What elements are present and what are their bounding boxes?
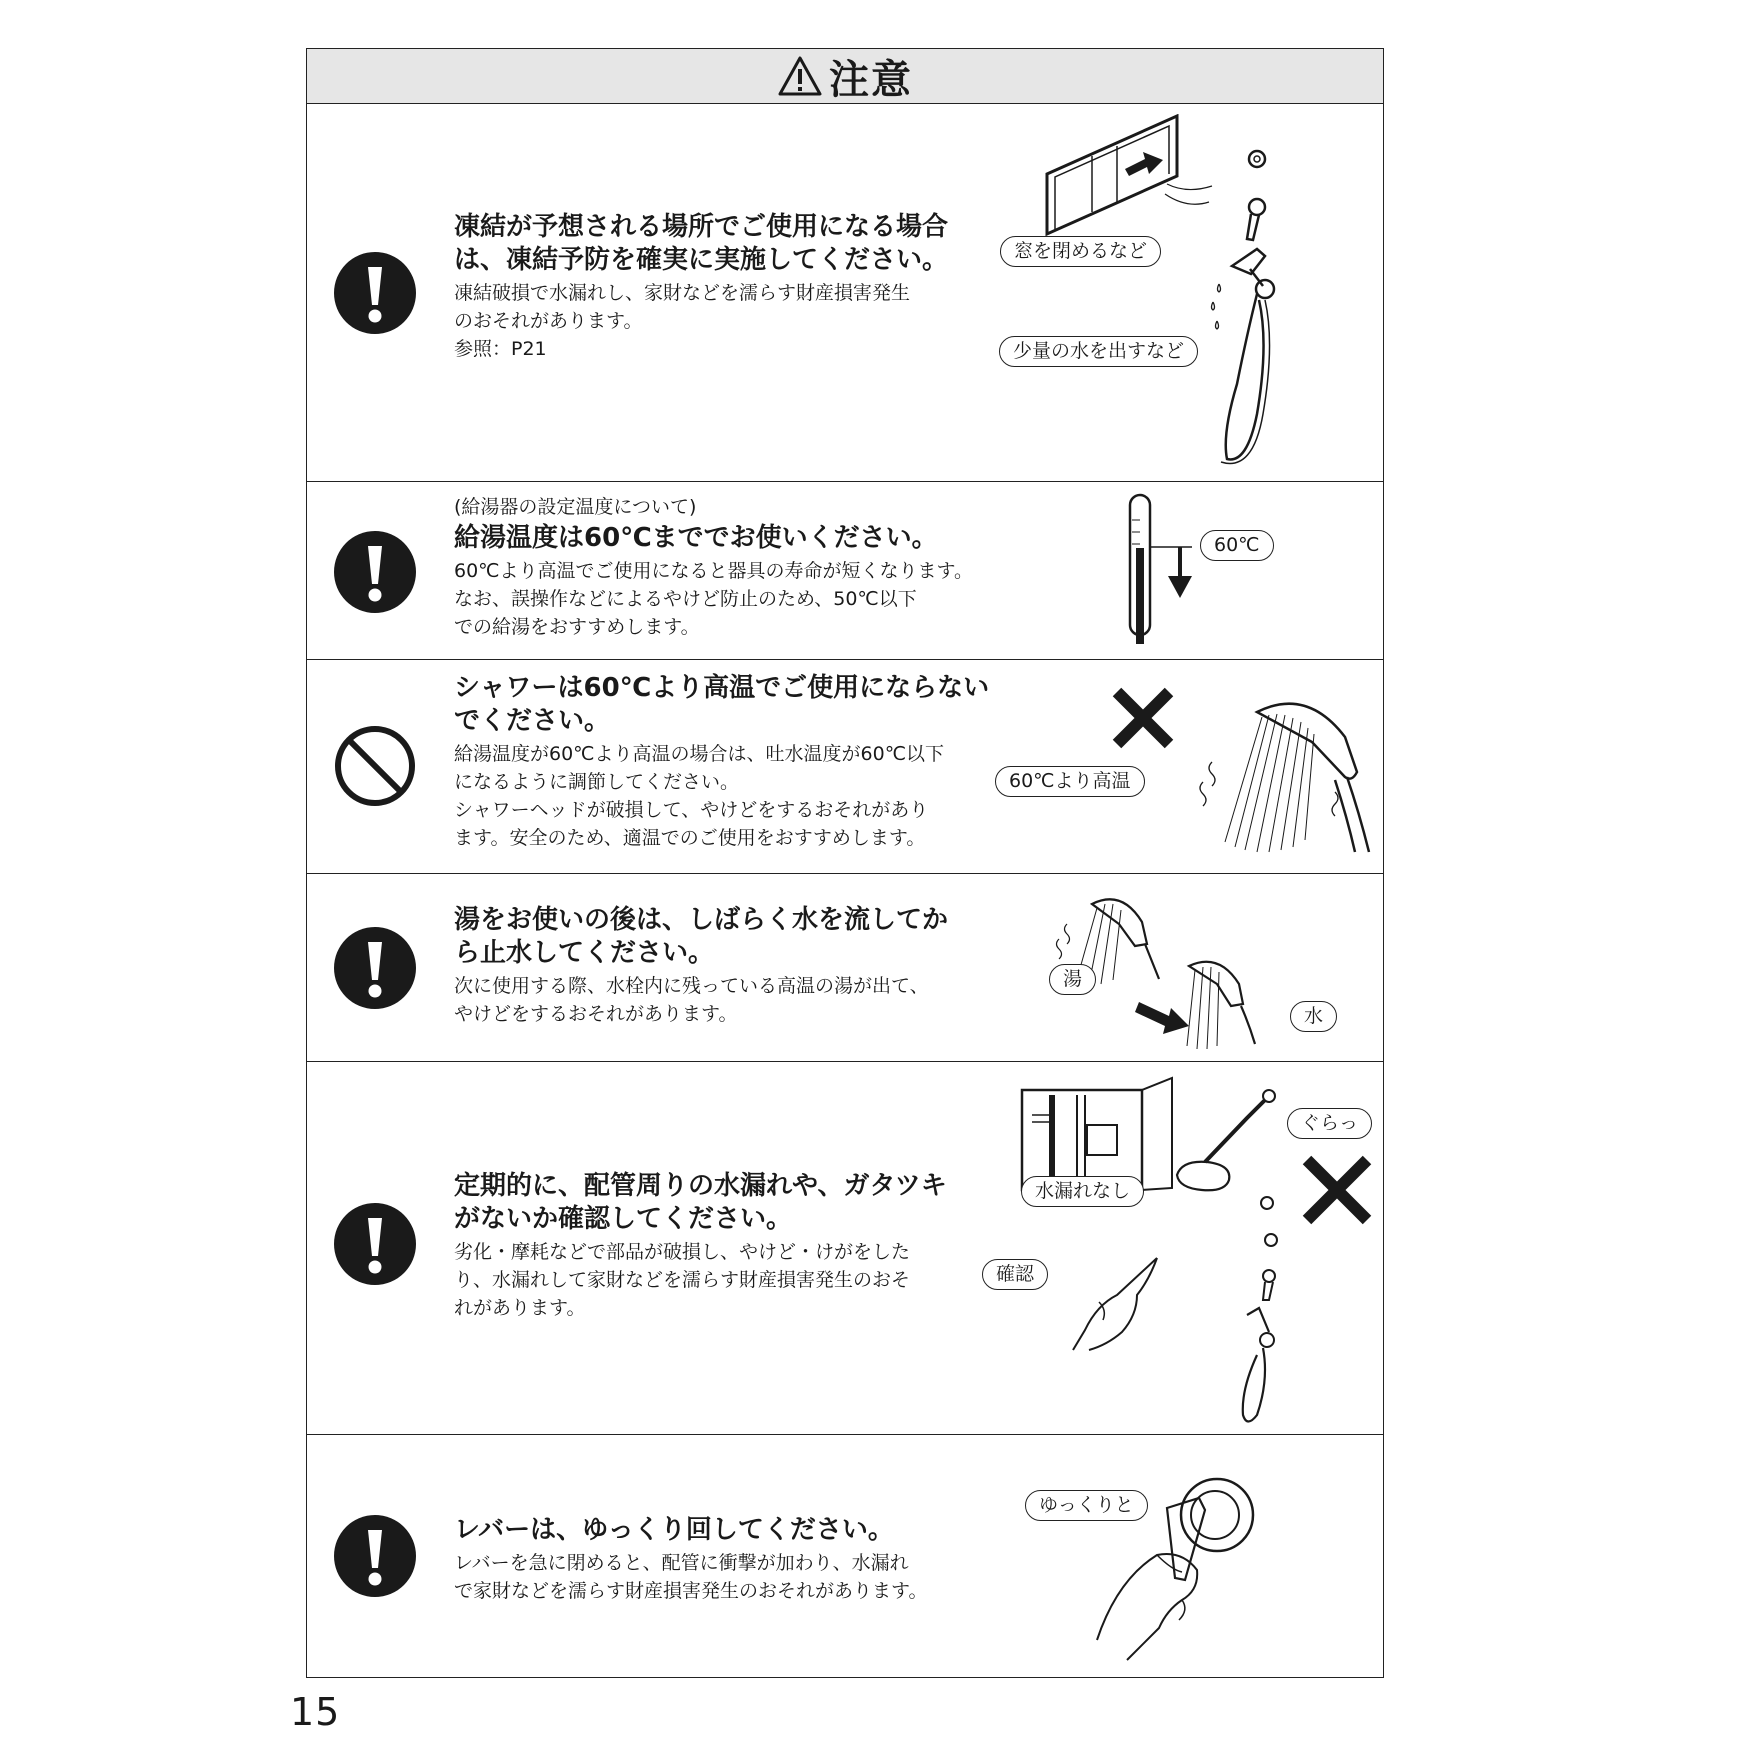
section-body: 劣化・摩耗などで部品が破損し、やけど・けがをした り、水漏れして家財などを濡らす財産損害発生のおそ れがあります。	[454, 1241, 911, 1319]
page-number: 15	[290, 1690, 341, 1734]
tag-wobbly: ぐらっ	[1287, 1108, 1372, 1139]
section-title: シャワーは60℃より高温でご使用にならない でください。	[454, 673, 990, 736]
mandatory-icon	[333, 1202, 417, 1286]
caution-section-lever	[307, 1435, 1383, 1679]
tag-no-leak: 水漏れなし	[1021, 1176, 1144, 1207]
section-title: 定期的に、配管周りの水漏れや、ガタツキ がないか確認してください。	[454, 1171, 947, 1234]
tag-cold-water: 水	[1290, 1001, 1337, 1032]
section-text	[454, 1514, 1039, 1605]
section-title: 給湯温度は60℃まででお使いください。	[454, 523, 938, 553]
tag-above-60c: 60℃より高温	[995, 766, 1145, 797]
section-title: レバーは、ゆっくり回してください。	[454, 1515, 894, 1545]
caution-section-freeze	[307, 104, 1383, 482]
caution-section-flush-water	[307, 874, 1383, 1062]
tag-hot-water: 湯	[1049, 964, 1096, 995]
tag-slowly: ゆっくりと	[1025, 1490, 1148, 1521]
section-body: 給湯温度が60℃より高温の場合は、吐水温度が60℃以下 になるように調節してください。 シャワーヘッドが破損して、やけどをするおそれがあり ます。安全のため、適温でのご使用をおすすめします。	[454, 743, 945, 849]
section-text	[454, 672, 1074, 852]
section-body: レバーを急に閉めると、配管に衝撃が加わり、水漏れ で家財などを濡らす財産損害発生のおそれがあります。	[454, 1552, 928, 1602]
caution-title: 注意	[829, 56, 913, 103]
tag-check: 確認	[982, 1259, 1048, 1290]
tag-close-window: 窓を閉めるなど	[1000, 236, 1161, 267]
tag-run-water: 少量の水を出すなど	[999, 336, 1198, 367]
caution-section-temperature	[307, 482, 1383, 660]
mandatory-icon	[333, 530, 417, 614]
mandatory-icon	[333, 251, 417, 335]
caution-section-inspection	[307, 1062, 1383, 1435]
warning-triangle-icon	[777, 55, 823, 97]
tag-60c: 60℃	[1200, 530, 1274, 561]
section-body: 60℃より高温でご使用になると器具の寿命が短くなります。 なお、誤操作などによるやけど防止のため、50℃以下 での給湯をおすすめします。	[454, 560, 973, 638]
section-text	[454, 494, 1054, 641]
section-body: 次に使用する際、水栓内に残っている高温の湯が出て、 やけどをするおそれがあります。	[454, 975, 929, 1025]
hot-shower-illustration	[1107, 682, 1377, 862]
caution-section-shower-temp	[307, 660, 1383, 874]
section-text	[454, 1170, 1039, 1322]
section-title: 湯をお使いの後は、しばらく水を流してか ら止水してください。	[454, 905, 949, 968]
thermometer-illustration	[1122, 490, 1242, 655]
section-body: 凍結破損で水漏れし、家財などを濡らす財産損害発生 のおそれがあります。 参照：P21	[454, 282, 911, 360]
mandatory-icon	[333, 1514, 417, 1598]
caution-header	[307, 49, 1383, 104]
mandatory-icon	[333, 926, 417, 1010]
section-text	[454, 211, 1039, 363]
prohibited-icon	[333, 724, 417, 808]
section-text	[454, 904, 1039, 1028]
caution-frame	[306, 48, 1384, 1678]
section-subtitle: (給湯器の設定温度について)	[454, 496, 697, 518]
section-title: 凍結が予想される場所でご使用になる場合 は、凍結予防を確実に実施してください。	[454, 212, 949, 275]
window-closing-illustration	[1037, 114, 1367, 474]
